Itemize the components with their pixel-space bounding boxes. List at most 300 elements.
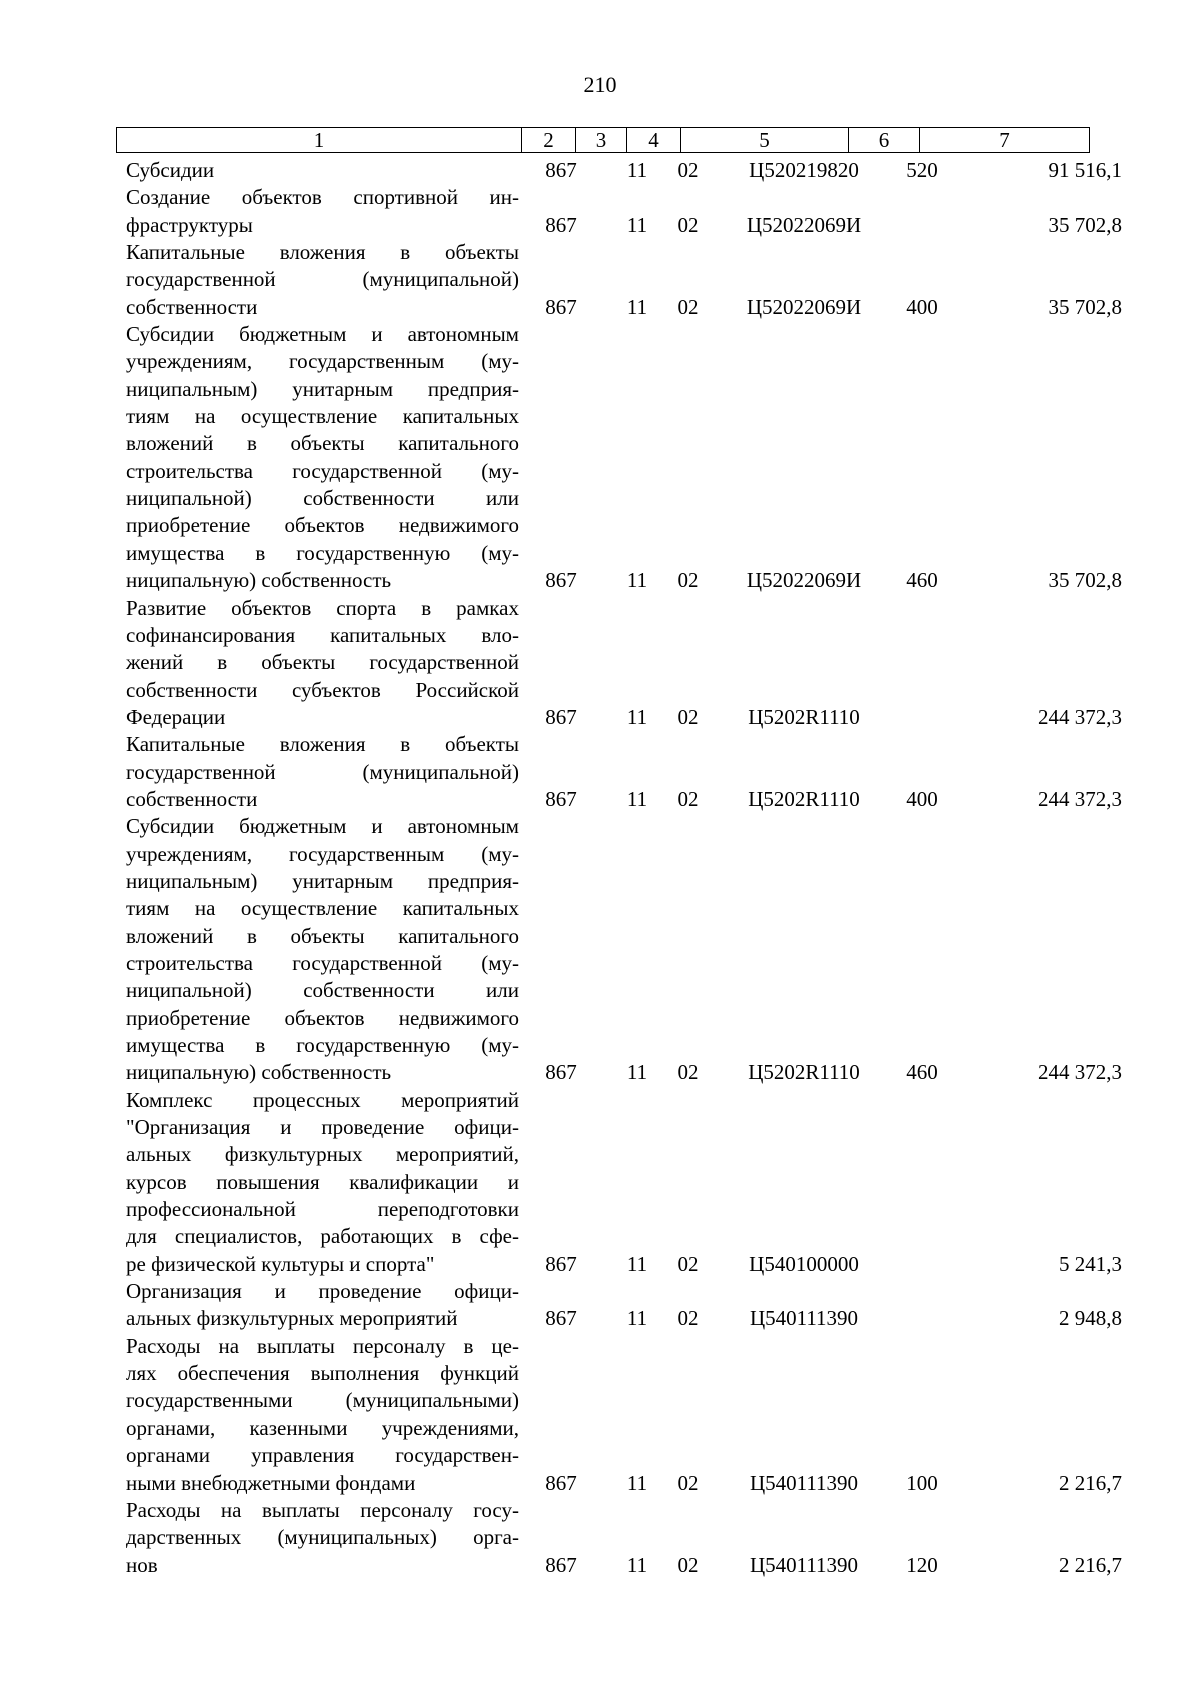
description-word: в (217, 650, 228, 675)
description-word: и (371, 814, 383, 839)
description-word: для (126, 1224, 157, 1249)
column-header-table (116, 127, 1090, 153)
amount: 91 516,1 (1048, 158, 1122, 182)
description-line (126, 1223, 519, 1250)
description-word: учреждениям, (126, 349, 253, 374)
section-code: 11 (626, 704, 648, 729)
description-word: объекты (290, 431, 365, 456)
description-line (126, 1387, 519, 1414)
table-row (0, 813, 1200, 1086)
header-row (117, 128, 1090, 153)
description-word: автономным (407, 814, 519, 839)
description-line (126, 923, 519, 950)
description-word: ре физической культуры и спорта" (126, 1251, 435, 1276)
description-line (126, 485, 519, 512)
header-cell-5: 5 (681, 128, 849, 153)
table-row (0, 1278, 1200, 1333)
description-word: капитального (398, 431, 519, 456)
description-word: (муниципальных) (277, 1525, 437, 1550)
gr-code: 867 (545, 704, 577, 729)
description-word: ин- (489, 185, 519, 210)
description-line (126, 1114, 519, 1141)
description-line (126, 294, 519, 321)
description-word: софинансирования (126, 622, 296, 647)
description-word: предприя- (427, 868, 519, 893)
description-word: строительства (126, 458, 254, 483)
description-word: (муниципальной) (362, 267, 519, 292)
description-word: фраструктуры (126, 212, 253, 237)
description-word: органами, (126, 1415, 216, 1440)
description-word: специалистов, (174, 1224, 303, 1249)
section-code: 11 (626, 1552, 648, 1577)
row-description (126, 1087, 519, 1278)
target-article-code: Ц5202R1110 (748, 704, 860, 729)
description-line (126, 950, 519, 977)
expense-type-code: 520 (906, 158, 938, 182)
header-cell-6: 6 (849, 128, 920, 153)
row-description (126, 731, 519, 813)
description-word: переподготовки (377, 1197, 519, 1222)
description-word: лях (126, 1361, 157, 1386)
description-line (126, 1141, 519, 1168)
description-word: Развитие (126, 595, 207, 620)
description-word: объекты (444, 732, 519, 757)
section-code: 11 (626, 1470, 648, 1495)
description-line (126, 376, 519, 403)
description-line (126, 403, 519, 430)
description-word: осуществление (240, 404, 378, 429)
target-article-code: Ц540100000 (749, 1251, 859, 1276)
subsection-code: 02 (677, 1060, 699, 1085)
header-cell-4: 4 (627, 128, 681, 153)
header-cell-3: 3 (576, 128, 627, 153)
subsection-code: 02 (677, 568, 699, 593)
description-word: офици- (454, 1279, 519, 1304)
description-word: мероприятий (401, 1087, 519, 1112)
description-word: недвижимого (398, 1005, 519, 1030)
description-word: государственную (296, 540, 451, 565)
amount: 35 702,8 (1048, 294, 1122, 319)
description-line (126, 1032, 519, 1059)
description-word: и (280, 1115, 292, 1140)
description-word: (му- (481, 458, 519, 483)
description-word: на (218, 1333, 240, 1358)
subsection-code: 02 (677, 786, 699, 811)
description-word: спортивной (353, 185, 458, 210)
description-word: нов (126, 1552, 158, 1577)
target-article-code: Ц5202R1110 (748, 786, 860, 811)
description-line (126, 512, 519, 539)
description-word: тиям (126, 896, 170, 921)
description-word: на (194, 404, 216, 429)
description-word: или (486, 978, 519, 1003)
description-word: собственности (126, 294, 258, 319)
description-line (126, 1278, 519, 1305)
description-word: проведение (321, 1115, 425, 1140)
description-word: на (194, 896, 216, 921)
table-row (0, 731, 1200, 813)
description-line (126, 1360, 519, 1387)
description-word: выплаты (261, 1497, 340, 1522)
description-word: капитальных (402, 896, 519, 921)
gr-code: 867 (545, 158, 577, 182)
description-word: объектов (231, 595, 312, 620)
description-line (126, 348, 519, 375)
description-word: (муниципальными) (345, 1388, 519, 1413)
row-description (126, 1497, 519, 1579)
description-word: ниципальным) (126, 868, 258, 893)
description-line (126, 157, 519, 184)
description-word: или (486, 486, 519, 511)
description-word: Субсидии (126, 814, 215, 839)
description-word: и (371, 322, 383, 347)
target-article-code: Ц5202R1110 (748, 1060, 860, 1085)
description-word: Создание (126, 185, 211, 210)
description-line (126, 321, 519, 348)
description-line (126, 540, 519, 567)
description-word: тиям (126, 404, 170, 429)
row-description (126, 321, 519, 594)
subsection-code: 02 (677, 158, 699, 182)
gr-code: 867 (545, 786, 577, 811)
description-word: орга- (473, 1525, 519, 1550)
description-word: рамках (456, 595, 519, 620)
amount: 244 372,3 (1038, 1060, 1122, 1085)
description-word: объекты (290, 923, 365, 948)
row-description (126, 157, 519, 184)
description-word: (му- (481, 841, 519, 866)
description-word: Субсидии (126, 322, 215, 347)
description-word: в (451, 1224, 462, 1249)
description-word: ниципальной) (126, 978, 252, 1003)
description-word: учреждениям, (126, 841, 253, 866)
expense-type-code: 460 (906, 568, 938, 593)
budget-table-body (0, 157, 1200, 1579)
description-word: государствен- (395, 1443, 519, 1468)
description-word: в (247, 431, 257, 456)
description-word: ниципальную) собственность (126, 568, 392, 593)
table-row (0, 1497, 1200, 1579)
description-word: государственной (292, 458, 442, 483)
row-description (126, 239, 519, 321)
description-line (126, 239, 519, 266)
description-word: автономным (407, 322, 519, 347)
description-word: в (255, 1033, 266, 1057)
row-description (126, 184, 519, 239)
description-word: недвижимого (398, 513, 519, 538)
amount: 2 216,7 (1059, 1552, 1122, 1577)
description-line (126, 1005, 519, 1032)
row-description (126, 813, 519, 1086)
description-word: имущества (126, 1033, 225, 1057)
description-word: вложений (126, 923, 214, 948)
description-word: выполнения (310, 1361, 420, 1386)
description-word: профессиональной (126, 1197, 296, 1222)
description-word: процессных (252, 1087, 361, 1112)
description-word: дарственных (126, 1525, 242, 1550)
description-word: собственности (303, 486, 435, 511)
target-article-code: Ц52022069И (746, 212, 862, 237)
description-word: капитальных (330, 622, 447, 647)
table-row (0, 184, 1200, 239)
description-line (126, 759, 519, 786)
gr-code: 867 (545, 212, 577, 237)
description-line (126, 1415, 519, 1442)
subsection-code: 02 (677, 294, 699, 319)
description-word: субъектов (292, 677, 381, 702)
description-line (126, 595, 519, 622)
amount: 5 241,3 (1059, 1251, 1122, 1276)
description-word: управления (251, 1443, 355, 1468)
description-word: в (247, 923, 257, 948)
description-line (126, 458, 519, 485)
subsection-code: 02 (677, 704, 699, 729)
row-description (126, 595, 519, 732)
description-word: унитарным (292, 376, 394, 401)
amount: 244 372,3 (1038, 704, 1122, 729)
description-word: выплаты (257, 1333, 335, 1358)
description-word: государственной (126, 759, 276, 784)
description-word: на (220, 1497, 242, 1522)
expense-type-code: 400 (906, 786, 938, 811)
description-word: Субсидии (126, 158, 215, 182)
description-word: персоналу (352, 1333, 446, 1358)
description-line (126, 813, 519, 840)
description-word: объектов (241, 185, 322, 210)
description-word: осуществление (240, 896, 378, 921)
description-line (126, 1333, 519, 1360)
description-word: (му- (481, 1033, 519, 1057)
target-article-code: Ц540111390 (749, 1552, 859, 1577)
description-word: казенными (249, 1415, 348, 1440)
table-row (0, 157, 1200, 184)
description-word: унитарным (292, 868, 394, 893)
description-line (126, 841, 519, 868)
row-description (126, 1333, 519, 1497)
description-word: вложений (126, 431, 214, 456)
table-row (0, 1333, 1200, 1497)
description-word: госу- (473, 1497, 519, 1522)
description-word: государственной (292, 950, 442, 975)
description-word: в (421, 595, 432, 620)
description-word: вложения (279, 732, 366, 757)
description-word: Федерации (126, 704, 226, 729)
description-line (126, 184, 519, 211)
section-code: 11 (626, 294, 648, 319)
subsection-code: 02 (677, 1470, 699, 1495)
description-word: вложения (279, 240, 366, 265)
description-word: органами (126, 1443, 211, 1468)
subsection-code: 02 (677, 212, 699, 237)
description-word: государственной (369, 650, 519, 675)
description-word: государственной (126, 267, 276, 292)
amount: 244 372,3 (1038, 786, 1122, 811)
description-line (126, 1497, 519, 1524)
description-word: приобретение (126, 1005, 251, 1030)
description-word: ниципальной) (126, 486, 252, 511)
amount: 2 216,7 (1059, 1470, 1122, 1495)
description-word: Организация (126, 1279, 242, 1304)
subsection-code: 02 (677, 1306, 699, 1331)
description-word: в (255, 540, 266, 565)
description-word: капитального (398, 923, 519, 948)
header-cell-7: 7 (920, 128, 1090, 153)
expense-type-code (892, 704, 952, 731)
gr-code: 867 (545, 1470, 577, 1495)
header-cell-2: 2 (522, 128, 576, 153)
description-line (126, 1442, 519, 1469)
description-word: альных (126, 1142, 192, 1167)
description-word: предприя- (427, 376, 519, 401)
description-line (126, 1196, 519, 1223)
description-word: объекты (444, 240, 519, 265)
description-word: физкультурных (224, 1142, 363, 1167)
description-word: строительства (126, 950, 254, 975)
description-word: ниципальную) собственность (126, 1060, 392, 1085)
description-word: государственную (296, 1033, 451, 1057)
subsection-code: 02 (677, 1251, 699, 1276)
description-line (126, 1169, 519, 1196)
description-line (126, 895, 519, 922)
description-word: Расходы (126, 1497, 201, 1522)
description-word: жений (126, 650, 184, 675)
expense-type-code (892, 1251, 952, 1278)
description-word: объекты (261, 650, 336, 675)
description-word: (му- (481, 540, 519, 565)
expense-type-code: 120 (906, 1552, 938, 1577)
target-article-code: Ц540111390 (749, 1306, 859, 1331)
description-line (126, 1470, 519, 1497)
description-word: собственности (126, 786, 258, 811)
description-word: государственными (126, 1388, 293, 1413)
description-word: Капитальные (126, 732, 245, 757)
target-article-code: Ц520219820 (749, 158, 859, 182)
description-line (126, 212, 519, 239)
expense-type-code: 460 (906, 1060, 938, 1085)
description-line (126, 1251, 519, 1278)
target-article-code: Ц52022069И (746, 294, 862, 319)
description-word: ными внебюджетными фондами (126, 1470, 416, 1495)
gr-code: 867 (545, 1251, 577, 1276)
gr-code: 867 (545, 1552, 577, 1577)
row-description (126, 1278, 519, 1333)
expense-type-code: 400 (906, 294, 938, 319)
description-word: мероприятий, (395, 1142, 519, 1167)
section-code: 11 (626, 786, 648, 811)
amount: 2 948,8 (1059, 1306, 1122, 1331)
description-word: Капитальные (126, 240, 245, 265)
description-word: государственным (288, 841, 445, 866)
table-row (0, 239, 1200, 321)
description-word: приобретение (126, 513, 251, 538)
section-code: 11 (626, 568, 648, 593)
page-number: 210 (583, 72, 617, 97)
amount: 35 702,8 (1048, 568, 1122, 593)
description-word: (му- (481, 349, 519, 374)
description-line (126, 731, 519, 758)
description-line (126, 1524, 519, 1551)
description-word: собственности (303, 978, 435, 1003)
description-line (126, 649, 519, 676)
expense-type-code (892, 1305, 952, 1332)
table-row (0, 595, 1200, 732)
section-code: 11 (626, 158, 648, 182)
description-word: проведение (318, 1279, 422, 1304)
gr-code: 867 (545, 1060, 577, 1085)
description-word: квалификации (349, 1169, 479, 1194)
description-word: в (463, 1333, 474, 1358)
table-row (0, 321, 1200, 594)
description-word: собственности (126, 677, 258, 702)
description-line (126, 622, 519, 649)
description-word: це- (491, 1333, 519, 1358)
description-line (126, 704, 519, 731)
description-line (126, 567, 519, 594)
description-word: Расходы (126, 1333, 201, 1358)
description-line (126, 977, 519, 1004)
header-cell-1: 1 (117, 128, 522, 153)
description-word: сфе- (479, 1224, 519, 1249)
gr-code: 867 (545, 1306, 577, 1331)
description-line (126, 868, 519, 895)
description-word: (муниципальной) (362, 759, 519, 784)
description-word: Комплекс (126, 1087, 213, 1112)
description-word: офици- (454, 1115, 519, 1140)
description-word: альных физкультурных мероприятий (126, 1306, 458, 1331)
description-line (126, 786, 519, 813)
description-word: государственным (288, 349, 445, 374)
target-article-code: Ц540111390 (749, 1470, 859, 1495)
subsection-code: 02 (677, 1552, 699, 1577)
table-row (0, 1087, 1200, 1278)
description-line (126, 1552, 519, 1579)
expense-type-code (892, 212, 952, 239)
description-word: учреждениями, (381, 1415, 519, 1440)
description-line (126, 1305, 519, 1332)
description-word: в (400, 240, 411, 265)
description-word: курсов (126, 1169, 187, 1194)
description-word: (му- (481, 950, 519, 975)
description-word: функций (440, 1361, 519, 1386)
description-word: объектов (284, 513, 365, 538)
description-word: и (274, 1279, 286, 1304)
description-word: в (400, 732, 411, 757)
description-word: работающих (320, 1224, 434, 1249)
description-word: имущества (126, 540, 225, 565)
description-word: "Организация (126, 1115, 251, 1140)
amount: 35 702,8 (1048, 212, 1122, 237)
description-line (126, 677, 519, 704)
description-line (126, 1087, 519, 1114)
description-word: обеспечения (177, 1361, 290, 1386)
description-word: ниципальным) (126, 376, 258, 401)
section-code: 11 (626, 1251, 648, 1276)
description-word: повышения (216, 1169, 320, 1194)
section-code: 11 (626, 1306, 648, 1331)
description-word: бюджетным (239, 814, 347, 839)
description-line (126, 430, 519, 457)
gr-code: 867 (545, 294, 577, 319)
description-word: вло- (481, 622, 519, 647)
description-word: и (507, 1169, 519, 1194)
section-code: 11 (626, 212, 648, 237)
description-word: капитальных (402, 404, 519, 429)
description-line (126, 1059, 519, 1086)
section-code: 11 (626, 1060, 648, 1085)
description-word: бюджетным (239, 322, 347, 347)
gr-code: 867 (545, 568, 577, 593)
description-word: Российской (415, 677, 519, 702)
